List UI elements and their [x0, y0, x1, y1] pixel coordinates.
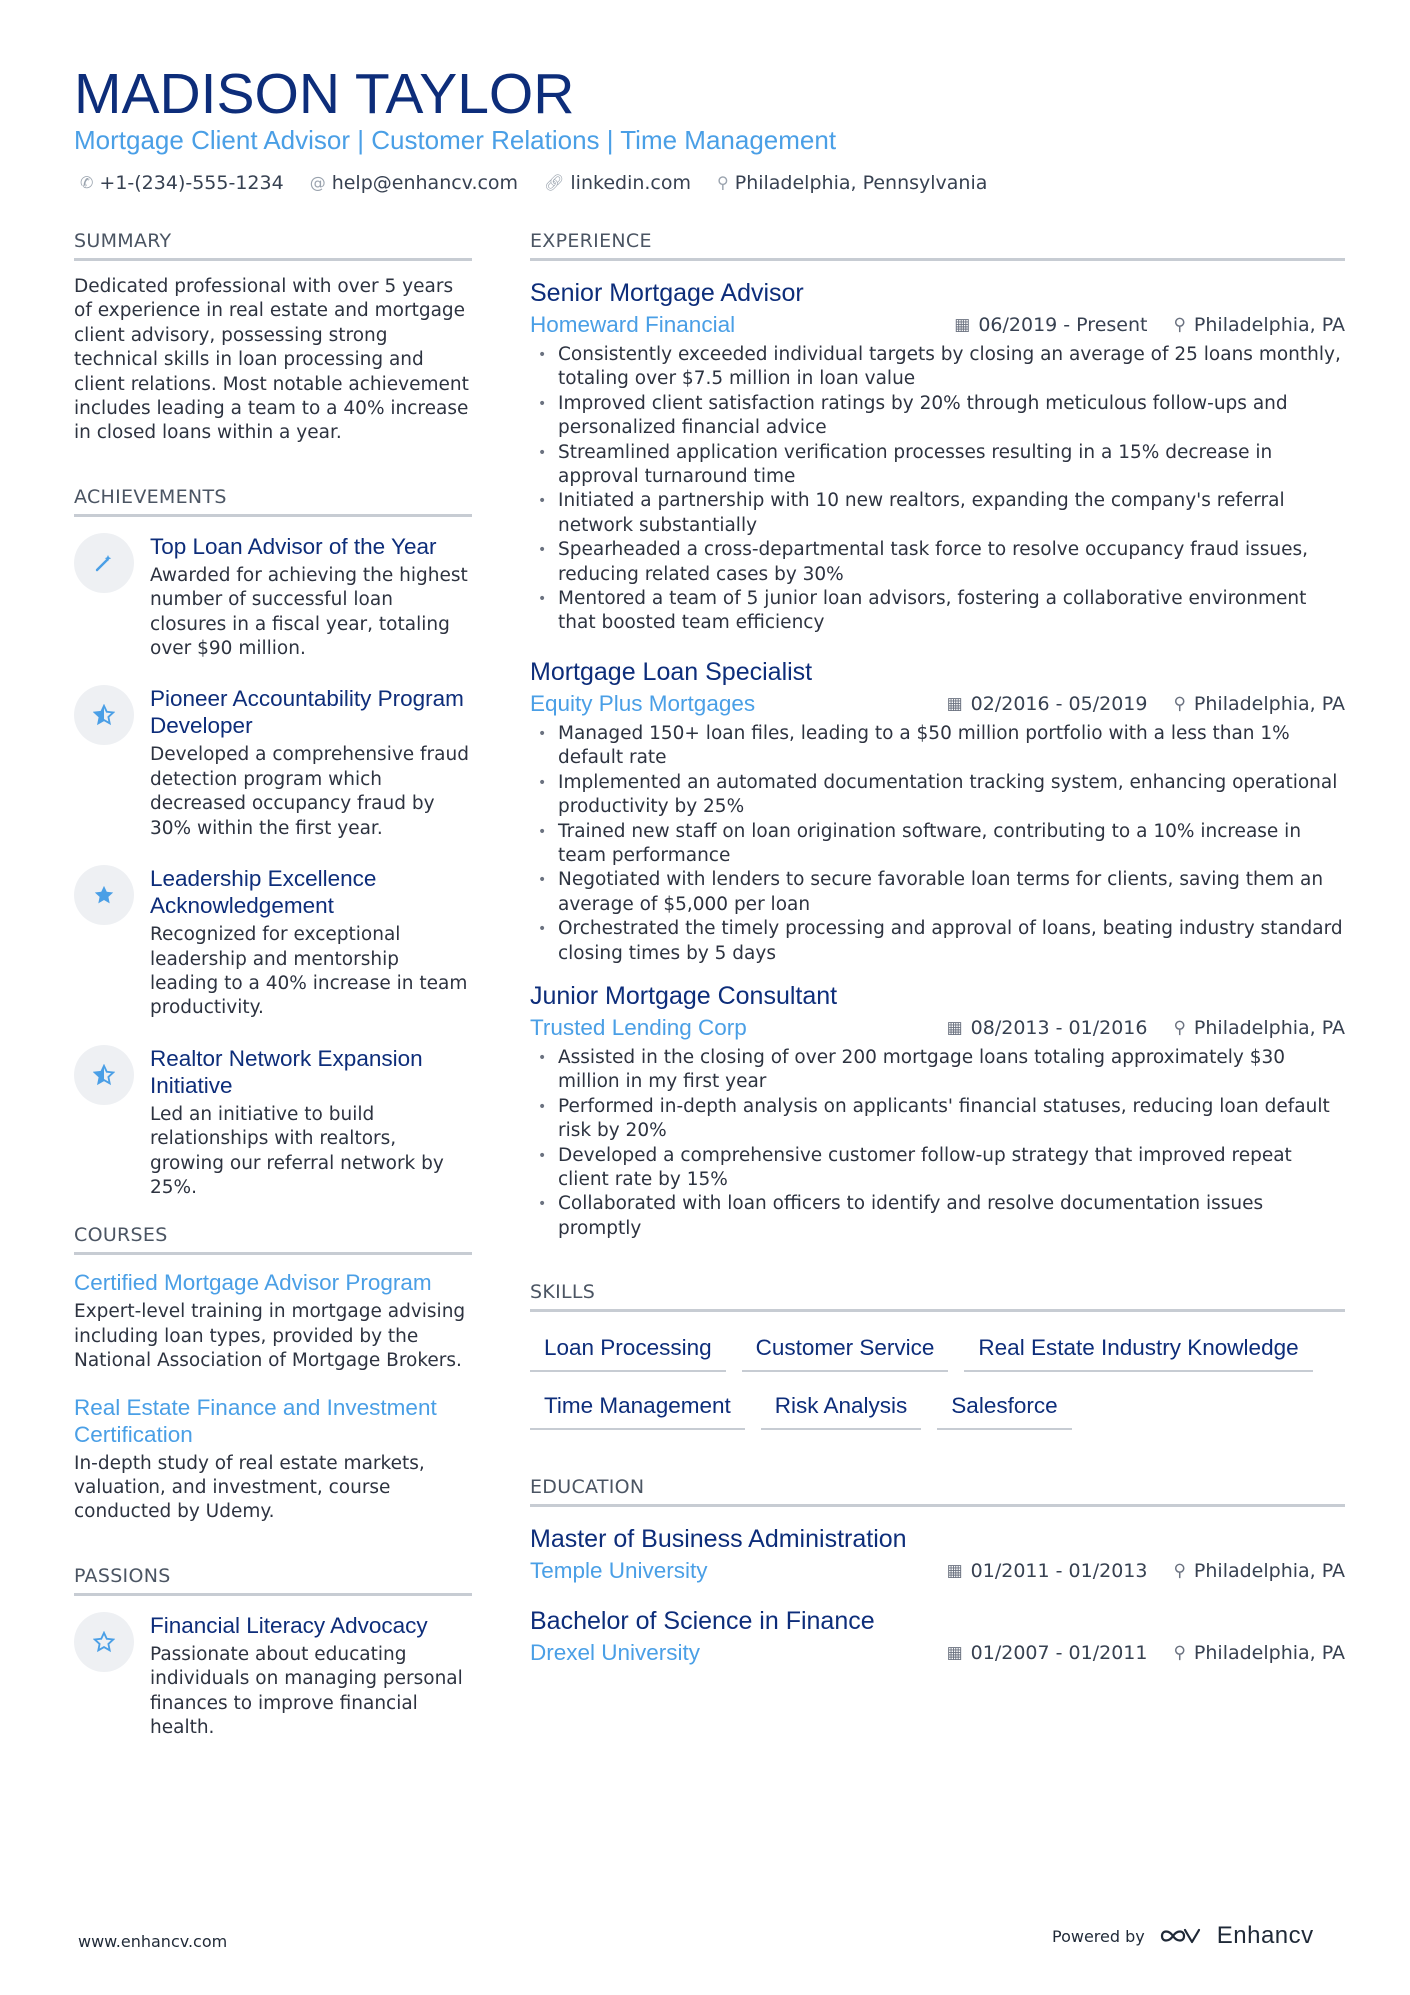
job-title: Junior Mortgage Consultant	[530, 981, 838, 1010]
skill-tag: Real Estate Industry Knowledge	[964, 1334, 1312, 1372]
contact-email[interactable]	[310, 170, 518, 196]
company-name: Homeward Financial	[530, 312, 736, 337]
course-item	[74, 1269, 472, 1373]
bullet-item: • Managed 150+ loan files, leading to a $50 million portfolio with a less than 1% default rate	[530, 722, 1345, 771]
job-bullets	[530, 722, 1345, 966]
skill-tag: Salesforce	[937, 1392, 1071, 1430]
company-name: Equity Plus Mortgages	[530, 690, 756, 716]
bullet-item: • Orchestrated the timely processing and approval of loans, beating industry standard closing times by 5 days	[530, 917, 1345, 966]
location-pin-icon: ⚲	[1173, 1643, 1186, 1664]
job-bullets	[530, 343, 1345, 636]
achievement-title: Top Loan Advisor of the Year	[150, 533, 437, 559]
edu-dates: 01/2011 - 01/2013	[970, 1560, 1148, 1583]
calendar-icon: ▦	[954, 315, 971, 335]
footer-website[interactable]: www.enhancv.com	[78, 1932, 228, 1951]
bullet-item: • Implemented an automated documentation tracking system, enhancing operational productivity by 25%	[530, 771, 1345, 820]
location-pin-icon: ⚲	[1173, 315, 1186, 335]
company-name: Trusted Lending Corp	[530, 1014, 747, 1040]
star-outline-icon	[74, 1612, 134, 1672]
calendar-icon: ▦	[946, 1643, 963, 1664]
passions-heading: PASSIONS	[74, 1565, 472, 1596]
bullet-item: • Consistently exceeded individual targets by closing an average of 25 loans monthly, totaling over $7.5 million in loan value	[530, 343, 1345, 392]
achievements-list	[74, 533, 472, 1201]
location-pin-icon: ⚲	[1173, 1017, 1186, 1038]
courses-heading: COURSES	[74, 1224, 472, 1255]
phone-icon: ✆	[80, 173, 94, 192]
star-half-icon	[74, 685, 134, 745]
job-location: Philadelphia, PA	[1193, 692, 1345, 715]
bullet-item: • Trained new staff on loan origination software, contributing to a 10% increase in team performance	[530, 820, 1345, 869]
passion-item	[74, 1612, 472, 1741]
bullet-item: • Initiated a partnership with 10 new realtors, expanding the company's referral network substantially	[530, 489, 1345, 538]
contact-linkedin-text: linkedin.com	[570, 172, 692, 194]
location-pin-icon: ⚲	[1173, 1561, 1186, 1582]
bullet-item: • Mentored a team of 5 junior loan advisors, fostering a collaborative environment that boosted team efficiency	[530, 587, 1345, 636]
enhancv-logo-icon	[1159, 1925, 1203, 1947]
achievement-item	[74, 533, 472, 662]
bullet-item: • Spearheaded a cross-departmental task force to resolve occupancy fraud issues, reducing related cases by 30%	[530, 538, 1345, 587]
contact-linkedin[interactable]	[544, 170, 691, 196]
skill-tag: Customer Service	[742, 1334, 949, 1372]
job-location: Philadelphia, PA	[1193, 1016, 1345, 1039]
skill-tag: Time Management	[530, 1392, 745, 1430]
powered-by-label: Powered by	[1052, 1926, 1145, 1946]
education-entry	[530, 1523, 1345, 1585]
achievement-desc: Developed a comprehensive fraud detection program which decreased occupancy fraud by 30% within the first year.	[150, 744, 469, 839]
bullet-item: • Collaborated with loan officers to identify and resolve documentation issues promptly	[530, 1192, 1345, 1241]
bullet-item: • Negotiated with lenders to secure favorable loan terms for clients, saving them an average of $5,000 per loan	[530, 868, 1345, 917]
edu-location: Philadelphia, PA	[1193, 1642, 1345, 1665]
degree-title: Bachelor of Science in Finance	[530, 1607, 875, 1636]
experience-heading: EXPERIENCE	[530, 230, 1345, 261]
education-entry	[530, 1605, 1345, 1667]
job-dates: 02/2016 - 05/2019	[970, 692, 1148, 715]
job-dates: 06/2019 - Present	[978, 314, 1148, 336]
calendar-icon: ▦	[946, 693, 963, 714]
edu-location: Philadelphia, PA	[1193, 1560, 1345, 1583]
bullet-item: • Developed a comprehensive customer follow-up strategy that improved repeat client rate by 15%	[530, 1144, 1345, 1193]
left-column	[74, 230, 472, 1764]
job-title: Senior Mortgage Advisor	[530, 279, 804, 307]
summary-heading: SUMMARY	[74, 230, 472, 261]
at-icon: @	[309, 173, 326, 192]
achievement-item	[74, 865, 472, 1021]
candidate-name: MADISON TAYLOR	[74, 62, 575, 126]
job-dates: 08/2013 - 01/2016	[970, 1016, 1148, 1039]
summary-text: Dedicated professional with over 5 years of experience in real estate and mortgage client advisory, possessing strong technical skills in loan processing and client relations. Most notable achievement includes leading a team to a 40% increase in closed loans within a year.	[74, 276, 469, 444]
edu-dates: 01/2007 - 01/2011	[970, 1642, 1148, 1665]
job-title: Mortgage Loan Specialist	[530, 657, 813, 686]
skills-list	[530, 1334, 1345, 1430]
contact-location	[717, 170, 987, 196]
contact-email-text: help@enhancv.com	[331, 172, 519, 194]
link-icon: 🔗︎	[544, 173, 565, 192]
course-desc: Expert-level training in mortgage advising including loan types, provided by the National Association of Mortgage Brokers.	[74, 1301, 466, 1372]
achievement-desc: Led an initiative to build relationships with realtors, growing our referral network by 25%.	[150, 1103, 444, 1198]
contact-bar	[80, 170, 987, 196]
school-name: Temple University	[530, 1558, 708, 1584]
course-title: Certified Mortgage Advisor Program	[74, 1270, 432, 1296]
calendar-icon: ▦	[946, 1561, 963, 1582]
contact-phone[interactable]	[80, 170, 284, 196]
course-title: Real Estate Finance and Investment Certification	[74, 1394, 437, 1447]
passions-list	[74, 1612, 472, 1741]
bullet-item: • Assisted in the closing of over 200 mortgage loans totaling approximately $30 million in my first year	[530, 1046, 1345, 1095]
education-heading: EDUCATION	[530, 1476, 1345, 1507]
passion-title: Financial Literacy Advocacy	[150, 1612, 428, 1638]
footer-brand[interactable]	[1052, 1922, 1314, 1950]
achievement-item	[74, 685, 472, 841]
star-icon	[74, 865, 134, 925]
degree-title: Master of Business Administration	[530, 1525, 907, 1554]
achievement-title: Leadership Excellence Acknowledgement	[150, 866, 377, 919]
calendar-icon: ▦	[946, 1017, 963, 1038]
bullet-item: • Improved client satisfaction ratings by 20% through meticulous follow-ups and personalized financial advice	[530, 392, 1345, 441]
right-column	[530, 230, 1345, 1667]
achievement-desc: Recognized for exceptional leadership and mentorship leading to a 40% increase in team productivity.	[150, 924, 468, 1019]
location-pin-icon: ⚲	[717, 173, 729, 192]
job-entry	[530, 656, 1345, 966]
bullet-item: • Performed in-depth analysis on applicants' financial statuses, reducing loan default risk by 20%	[530, 1095, 1345, 1144]
brand-name: Enhancv	[1216, 1922, 1314, 1949]
passion-desc: Passionate about educating individuals on managing personal finances to improve financial health.	[150, 1643, 463, 1738]
skill-tag: Risk Analysis	[761, 1392, 922, 1430]
achievement-item	[74, 1045, 472, 1201]
contact-phone-text: +1-(234)-555-1234	[99, 172, 284, 194]
skill-tag: Loan Processing	[530, 1334, 726, 1372]
job-entry	[530, 980, 1345, 1241]
course-desc: In-depth study of real estate markets, valuation, and investment, course conducted by Udemy.	[74, 1452, 425, 1523]
wand-icon	[74, 533, 134, 593]
job-bullets	[530, 1046, 1345, 1241]
contact-location-text: Philadelphia, Pennsylvania	[734, 172, 988, 194]
bullet-item: • Streamlined application verification processes resulting in a 15% decrease in approval turnaround time	[530, 441, 1345, 490]
location-pin-icon: ⚲	[1173, 693, 1186, 714]
achievement-title: Realtor Network Expansion Initiative	[150, 1045, 423, 1098]
school-name: Drexel University	[530, 1640, 701, 1666]
achievement-desc: Awarded for achieving the highest number of successful loan closures in a fiscal year, totaling over $90 million.	[150, 564, 468, 660]
job-location: Philadelphia, PA	[1193, 314, 1345, 336]
skills-heading: SKILLS	[530, 1281, 1345, 1312]
achievements-heading: ACHIEVEMENTS	[74, 486, 472, 517]
candidate-headline: Mortgage Client Advisor | Customer Relations | Time Management	[74, 125, 837, 155]
job-entry	[530, 277, 1345, 636]
course-item	[74, 1394, 472, 1525]
star-half-icon	[74, 1045, 134, 1105]
achievement-title: Pioneer Accountability Program Developer	[150, 686, 464, 739]
